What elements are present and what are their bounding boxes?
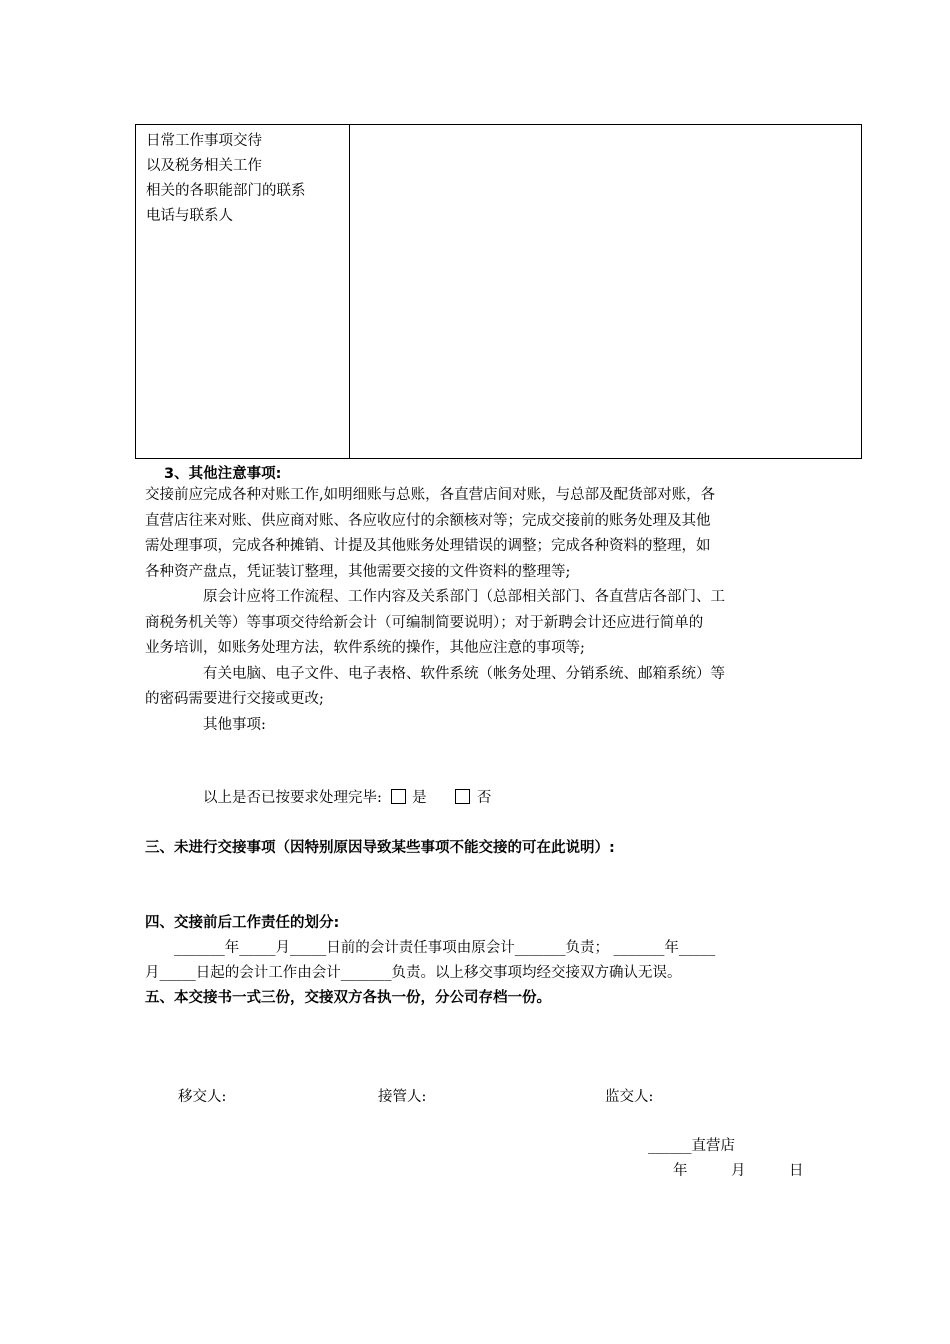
responsibility-line-2: 月_____日起的会计工作由会计_______负责。以上移交事项均经交接双方确认无误。	[145, 965, 682, 981]
checkbox-yes[interactable]	[391, 789, 406, 804]
left-cell-line: 电话与联系人	[146, 208, 233, 224]
notes-line: 交接前应完成各种对账工作,如明细账与总账，各直营店间对账，与总部及配货部对账，各	[145, 487, 716, 503]
section-four-heading: 四、交接前后工作责任的划分:	[145, 915, 340, 931]
notes-line: 商税务机关等）等事项交待给新会计（可编制简要说明）；对于新聘会计还应进行简单的	[145, 614, 704, 631]
checkbox-yes-label: 是	[412, 790, 427, 806]
left-cell-line: 日常工作事项交待	[146, 133, 262, 149]
receiver-label: 接管人:	[378, 1089, 427, 1105]
notes-line: 业务培训，如账务处理方法，软件系统的操作，其他应注意的事项等;	[145, 640, 585, 656]
transferor-label: 移交人:	[178, 1089, 227, 1105]
section-three-heading: 三、未进行交接事项（因特别原因导致某些事项不能交接的可在此说明）:	[145, 840, 615, 856]
notes-line: 原会计应将工作流程、工作内容及关系部门（总部相关部门、各直营店各部门、工	[145, 589, 725, 605]
check-row	[203, 786, 491, 807]
notes-line: 的密码需要进行交接或更改;	[145, 691, 324, 707]
notes-line: 有关电脑、电子文件、电子表格、软件系统（帐务处理、分销系统、邮箱系统）等	[145, 665, 725, 682]
responsibility-line-1: _______年_____月_____日前的会计责任事项由原会计_______负责； _______年_____	[145, 940, 716, 956]
notes-paragraph	[145, 483, 815, 738]
section-five-heading: 五、本交接书一式三份，交接双方各执一份，分公司存档一份。	[145, 990, 551, 1006]
table-right-cell[interactable]	[350, 125, 861, 458]
table-left-cell	[146, 129, 306, 229]
notes-line: 其他事项:	[145, 716, 266, 733]
date-line: 年 月 日	[673, 1163, 804, 1179]
handover-table	[135, 124, 862, 459]
store-name-line: ______直营店	[648, 1138, 735, 1154]
notes-heading: 3、其他注意事项:	[164, 466, 282, 482]
notes-line: 直营店往来对账、供应商对账、各应收应付的余额核对等；完成交接前的账务处理及其他	[145, 512, 711, 529]
left-cell-line: 以及税务相关工作	[146, 158, 262, 174]
supervisor-label: 监交人:	[605, 1089, 654, 1105]
left-cell-line: 相关的各职能部门的联系	[146, 183, 306, 199]
checkbox-no[interactable]	[455, 789, 470, 804]
notes-line: 各种资产盘点，凭证装订整理，其他需要交接的文件资料的整理等;	[145, 563, 571, 580]
notes-line: 需处理事项，完成各种摊销、计提及其他账务处理错误的调整；完成各种资料的整理，如	[145, 538, 711, 554]
checkbox-no-label: 否	[476, 790, 492, 806]
check-question: 以上是否已按要求处理完毕:	[203, 790, 382, 806]
